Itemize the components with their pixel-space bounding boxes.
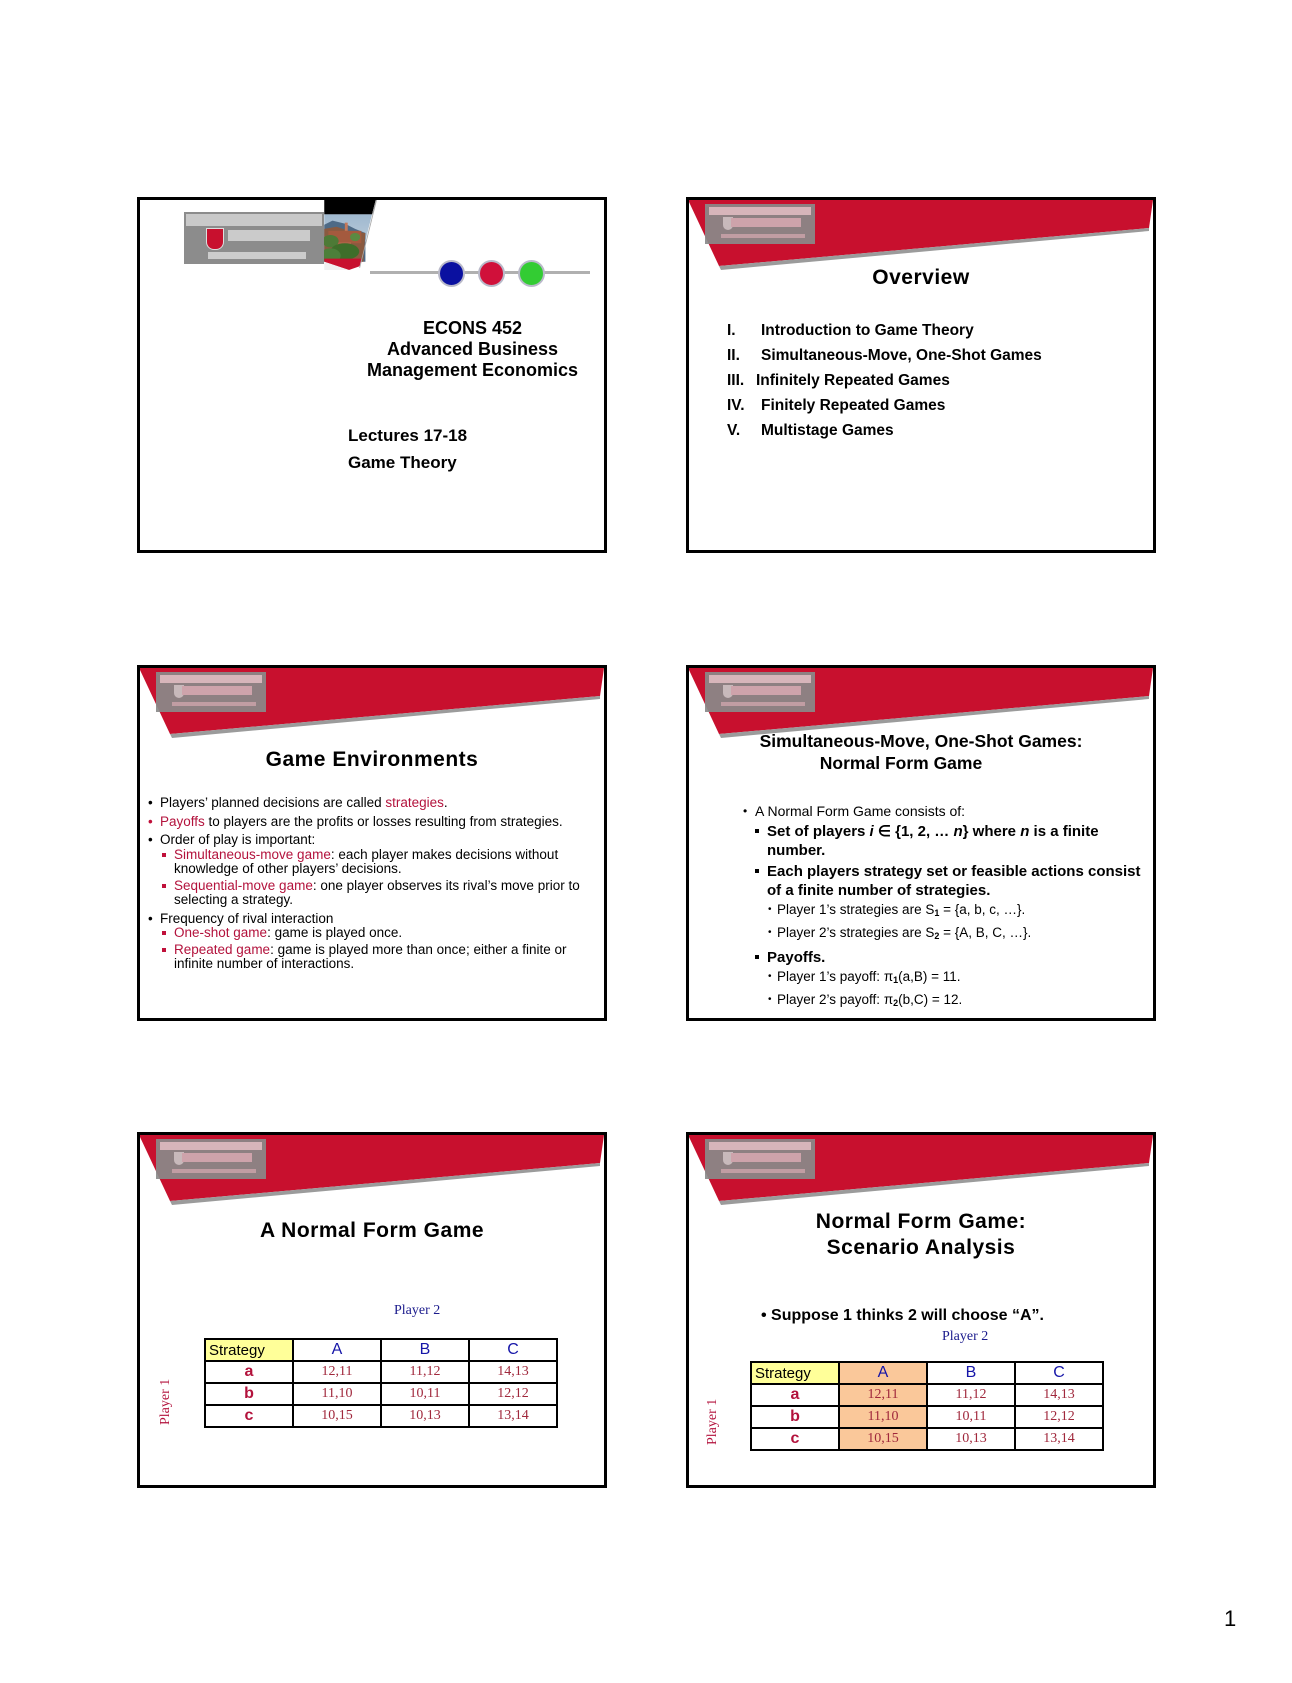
term-repeated: Repeated game [174,941,271,957]
sub-bullet: Payoffs. [741,948,1143,967]
lecture-info [348,422,467,476]
item-text: Finitely Repeated Games [761,397,946,414]
payoff-cell: 12,12 [469,1383,557,1405]
header-col-C: C [469,1339,557,1361]
slide-title [689,1209,1153,1261]
payoff-cell: 12,12 [1015,1406,1103,1428]
header-strategy: Strategy [205,1339,293,1361]
sub-bullet: Set of players i ∈ {1, 2, … n} where n is a finite number. [741,822,1143,860]
lecture-numbers: Lectures 17-18 [348,426,468,445]
wsu-logo [156,1139,266,1179]
slide-title: Game Environments [265,748,479,771]
slide-normal-form-game [137,1132,607,1488]
item-number: I. [727,322,736,339]
row-label: b [205,1383,293,1405]
slide-overview [686,197,1156,553]
wsu-logo [705,1139,815,1179]
player-1-label: Player 1 [705,1398,720,1445]
header-col-B: B [381,1339,469,1361]
title-line-2: Normal Form Game [819,753,983,773]
header-col-C: C [1015,1362,1103,1384]
payoff-cell: 12,11 [293,1361,381,1383]
sub-bullet: One-shot game: game is played once. [148,926,598,941]
term-one-shot: One-shot game [174,925,268,940]
bullet: • Order of play is important: [148,833,598,848]
row-label: b [751,1406,839,1428]
item-text: Simultaneous-Move, One-Shot Games [761,347,1042,364]
slide-scenario-analysis [686,1132,1156,1488]
payoff-table [750,1361,1104,1451]
item-number: III. [727,372,745,389]
payoff-cell: 10,11 [927,1406,1015,1428]
slide-title: Overview [872,266,970,289]
payoff-cell: 11,12 [381,1361,469,1383]
header-col-A: A [293,1339,381,1361]
payoff-cell-highlighted: 10,15 [839,1428,927,1450]
course-name-line1: Advanced Business [386,339,559,359]
payoff-cell: 11,12 [927,1384,1015,1406]
wsu-logo [705,204,815,244]
table-header-row [205,1339,557,1361]
table-row [751,1406,1103,1428]
payoff-cell: 10,15 [293,1405,381,1427]
payoff-cell: 14,13 [1015,1384,1103,1406]
slide-title: A Normal Form Game [259,1219,485,1242]
list-item [727,393,1042,418]
item-text: Multistage Games [761,422,894,439]
sub-sub-bullet: • Player 2’s strategies are $S_2 = \{A$, B, C, …}. [741,923,1143,946]
green-dot-icon [518,260,545,287]
payoff-cell: 13,14 [1015,1428,1103,1450]
payoff-cell-highlighted: 11,10 [839,1406,927,1428]
sub-sub-bullet: • Player 1’s strategies are $S_1 = \{a$, b, c, …}. [741,900,1143,923]
wsu-logo [184,212,324,264]
scenario-bullet: • Suppose 1 thinks 2 will choose “A”. [761,1307,1044,1325]
slide-game-environments [137,665,607,1021]
row-label: c [205,1405,293,1427]
overview-list [727,318,1042,443]
slide-normal-form-definition [686,665,1156,1021]
table-row [205,1361,557,1383]
bullet: • A Normal Form Game consists of: [741,802,1143,820]
payoff-cell: 10,13 [927,1428,1015,1450]
table-row [205,1405,557,1427]
item-text: Infinitely Repeated Games [756,372,950,389]
sub-bullet: Each players strategy set or feasible actions consist of a finite number of strategies. [741,862,1143,900]
term-strategies: strategies [385,795,444,810]
payoff-cell-highlighted: 12,11 [839,1384,927,1406]
slide-title [689,730,1153,774]
table-header-row [751,1362,1103,1384]
header-col-A: A [839,1362,927,1384]
sub-sub-bullet: • Player 2’s payoff: $\pi_2(b,C) = 12$. [741,990,1143,1013]
title-line-2: Scenario Analysis [826,1236,1016,1259]
bullet: • Players’ planned decisions are called strategies. [148,796,598,811]
row-label: c [751,1428,839,1450]
slide-title [137,197,607,553]
item-number: II. [727,347,740,364]
course-title [345,318,600,381]
payoff-cell: 14,13 [469,1361,557,1383]
sub-bullet: Repeated game: game is played more than once; either a finite or infinite number of interactions. [148,943,598,972]
bullet: • Frequency of rival interaction [148,912,598,927]
wsu-logo [705,672,815,712]
item-number: IV. [727,397,745,414]
slide-body [148,796,598,974]
player-1-label: Player 1 [158,1378,173,1425]
payoff-table [204,1338,558,1428]
lecture-topic: Game Theory [348,453,457,472]
table-row [205,1383,557,1405]
slide-body [741,802,1143,1013]
list-item [727,343,1042,368]
payoff-cell: 11,10 [293,1383,381,1405]
course-name-line2: Management Economics [366,360,579,380]
sub-bullet: Simultaneous-move game: each player makes decisions without knowledge of other players’ decisions. [148,848,598,877]
player-2-label: Player 2 [394,1303,441,1318]
title-line-1: Normal Form Game: [815,1210,1027,1233]
red-dot-icon [478,260,505,287]
term-sequential: Sequential-move game [174,877,313,893]
wsu-logo [156,672,266,712]
list-item [727,418,1042,443]
sub-bullet: Sequential-move game: one player observes its rival’s move prior to selecting a strategy. [148,879,598,908]
item-text: Introduction to Game Theory [761,322,974,339]
bullet: • Payoffs to players are the profits or losses resulting from strategies. [148,815,598,830]
payoff-cell: 13,14 [469,1405,557,1427]
sub-sub-bullet: • Player 1’s payoff: $\pi_1(a,B) = 11$. [741,967,1143,990]
list-item [727,368,1042,393]
term-simultaneous: Simultaneous-move game [174,846,331,862]
blue-dot-icon [438,260,465,287]
list-item [727,318,1042,343]
page-number: 1 [1224,1606,1237,1631]
term-payoffs: Payoffs [160,813,205,829]
table-row [751,1384,1103,1406]
row-label: a [205,1361,293,1383]
table-row [751,1428,1103,1450]
row-label: a [751,1384,839,1406]
title-line-1: Simultaneous-Move, One-Shot Games: [759,731,1083,751]
payoff-cell: 10,11 [381,1383,469,1405]
payoff-cell: 10,13 [381,1405,469,1427]
header-strategy: Strategy [751,1362,839,1384]
header-col-B: B [927,1362,1015,1384]
player-2-label: Player 2 [942,1329,989,1344]
item-number: V. [727,422,741,439]
course-code: ECONS 452 [422,318,523,338]
